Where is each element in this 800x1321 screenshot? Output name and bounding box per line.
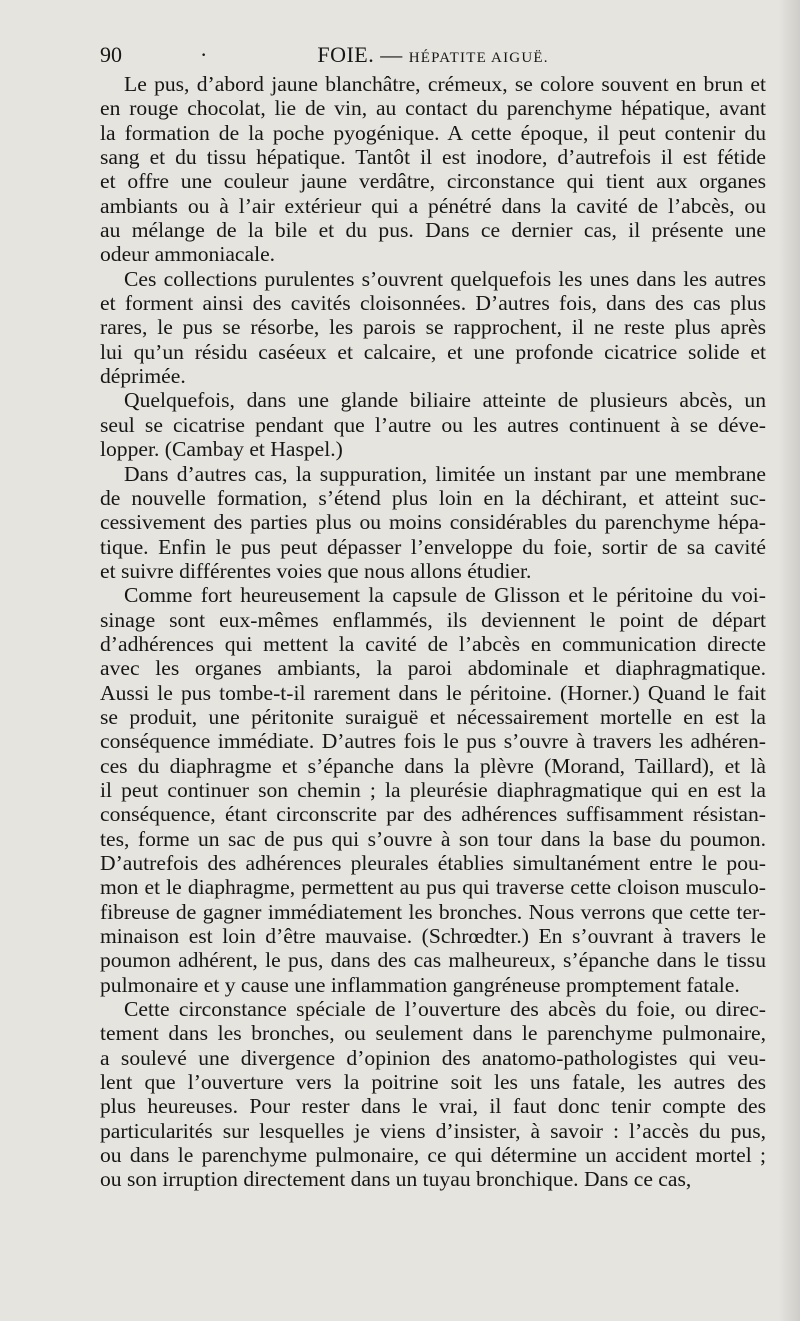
paragraph-5-line-17: pulmonaire et y cause une inflammation gangréneuse promptement fatale.	[100, 972, 740, 997]
paragraph-5-line-8: ces du diaphragme et s’épanche dans la plèvre (Morand, Taillard), et là	[100, 753, 766, 778]
paragraph-1-line-8: odeur ammoniacale.	[100, 242, 276, 267]
paragraph-1-line-5: et offre une couleur jaune verdâtre, circonstance qui tient aux organes	[100, 169, 766, 194]
running-header	[100, 42, 766, 70]
paragraph-5-line-6: se produit, une péritonite suraiguë et nécessairement mortelle en est la	[100, 704, 766, 729]
paragraph-1-line-2: en rouge chocolat, lie de vin, au contact du parenchyme hépatique, avant	[100, 96, 766, 121]
paragraph-5-line-12: D’autrefois des adhérences pleurales établies simultanément entre le pou-	[100, 851, 766, 875]
paragraph-1-line-7: au mélange de la bile et du pus. Dans ce dernier cas, il présente une	[100, 218, 766, 243]
paragraph-2-line-1: Ces collections purulentes s’ouvrent quelquefois les unes dans les autres	[124, 266, 766, 291]
paragraph-5-line-16: poumon adhérent, le pus, dans des cas malheureux, s’épanche dans le tissu	[100, 948, 766, 973]
body-text	[100, 72, 766, 1192]
header-dot: ·	[200, 42, 208, 67]
paragraph-5-line-7: conséquence immédiate. D’autres fois le pus s’ouvre à travers les adhéren-	[100, 729, 766, 754]
paragraph-5-line-1: Comme fort heureusement la capsule de Glisson et le péritoine du voi-	[124, 583, 766, 608]
running-head	[100, 42, 766, 68]
paragraph-2-line-4: lui qu’un résidu caséeux et calcaire, et une profonde cicatrice solide et	[100, 339, 766, 364]
paragraph-4-line-1: Dans d’autres cas, la suppuration, limitée un instant par une membrane	[124, 461, 766, 486]
paragraph-1-line-6: ambiants ou à l’air extérieur qui a pénétré dans la cavité de l’abcès, ou	[100, 193, 766, 218]
paragraph-3-line-2: seul se cicatrise pendant que l’autre ou les autres continuent à se déve-	[100, 412, 766, 437]
paragraph-5-line-2: sinage sont eux-mêmes enflammés, ils deviennent le point de départ	[100, 607, 766, 632]
paragraph-4-line-2: de nouvelle formation, s’étend plus loin en la déchirant, et atteint suc-	[100, 485, 766, 510]
paragraph-5-line-4: avec les organes ambiants, la paroi abdominale et diaphragmatique.	[100, 656, 766, 681]
paragraph-3-line-1: Quelquefois, dans une glande biliaire atteinte de plusieurs abcès, un	[124, 388, 766, 413]
paragraph-5-line-14: fibreuse de gagner immédiatement les bronches. Nous verrons que cette ter-	[100, 899, 766, 924]
paragraph-5-line-3: d’adhérences qui mettent la cavité de l’abcès en communication directe	[100, 631, 766, 656]
paragraph-5-line-10: conséquence, étant circonscrite par des adhérences suffisamment résistan-	[100, 802, 766, 827]
paragraph-4-line-4: tique. Enfin le pus peut dépasser l’enveloppe du foie, sortir de sa cavité	[100, 534, 766, 559]
running-head-subtitle: HÉPATITE AIGUË.	[408, 50, 549, 66]
paragraph-2-line-3: rares, le pus se résorbe, les parois se rapprochent, il ne reste plus après	[100, 315, 766, 340]
paragraph-4-line-5: et suivre différentes voies que nous allons étudier.	[100, 558, 532, 583]
paragraph-3-line-3: lopper. (Cambay et Haspel.)	[100, 437, 343, 462]
paragraph-2-line-2: et forment ainsi des cavités cloisonnées. D’autres fois, dans des cas plus	[100, 291, 766, 316]
page-number: 90	[100, 42, 122, 67]
paragraph-1-line-3: la formation de la poche pyogénique. A cette époque, il peut contenir du	[100, 120, 766, 145]
running-head-title: FOIE. —	[317, 42, 409, 67]
paragraph-6-line-6: particularités sur lesquelles je viens d’insister, à savoir : l’accès du pus,	[100, 1118, 766, 1143]
paragraph-6-line-4: lent que l’ouverture vers la poitrine soit les uns fatale, les autres des	[100, 1070, 766, 1095]
page-edge-shadow	[778, 0, 800, 1321]
paragraph-6-line-5: plus heureuses. Pour rester dans le vrai, il faut donc tenir compte des	[100, 1094, 766, 1119]
paragraph-1-line-4: sang et du tissu hépatique. Tantôt il est inodore, d’autrefois il est fétide	[100, 145, 766, 170]
paragraph-6-line-2: tement dans les bronches, ou seulement dans le parenchyme pulmonaire,	[100, 1021, 766, 1046]
paragraph-6-line-1: Cette circonstance spéciale de l’ouverture des abcès du foie, ou direc-	[124, 997, 766, 1022]
paragraph-5-line-11: tes, forme un sac de pus qui s’ouvre à son tour dans la base du poumon.	[100, 826, 766, 851]
paragraph-4-line-3: cessivement des parties plus ou moins considérables du parenchyme hépa-	[100, 510, 766, 535]
paragraph-5-line-15: minaison est loin d’être mauvaise. (Schrœdter.) En s’ouvrant à travers le	[100, 924, 766, 949]
paragraph-2-line-5: déprimée.	[100, 364, 186, 389]
paragraph-6-line-8: ou son irruption directement dans un tuyau bronchique. Dans ce cas,	[100, 1167, 692, 1192]
paragraph-6-line-7: ou dans le parenchyme pulmonaire, ce qui détermine un accident mortel ;	[100, 1143, 766, 1168]
paragraph-1-line-1: Le pus, d’abord jaune blanchâtre, crémeux, se colore souvent en brun et	[124, 72, 766, 96]
paragraph-6-line-3: a soulevé une divergence d’opinion des anatomo-pathologistes qui veu-	[100, 1045, 766, 1070]
paragraph-5-line-13: mon et le diaphragme, permettent au pus qui traverse cette cloison musculo-	[100, 875, 766, 900]
paragraph-5-line-5: Aussi le pus tombe-t-il rarement dans le péritoine. (Horner.) Quand le fait	[100, 680, 766, 705]
paragraph-5-line-9: il peut continuer son chemin ; la pleurésie diaphragmatique qui en est la	[100, 777, 766, 802]
